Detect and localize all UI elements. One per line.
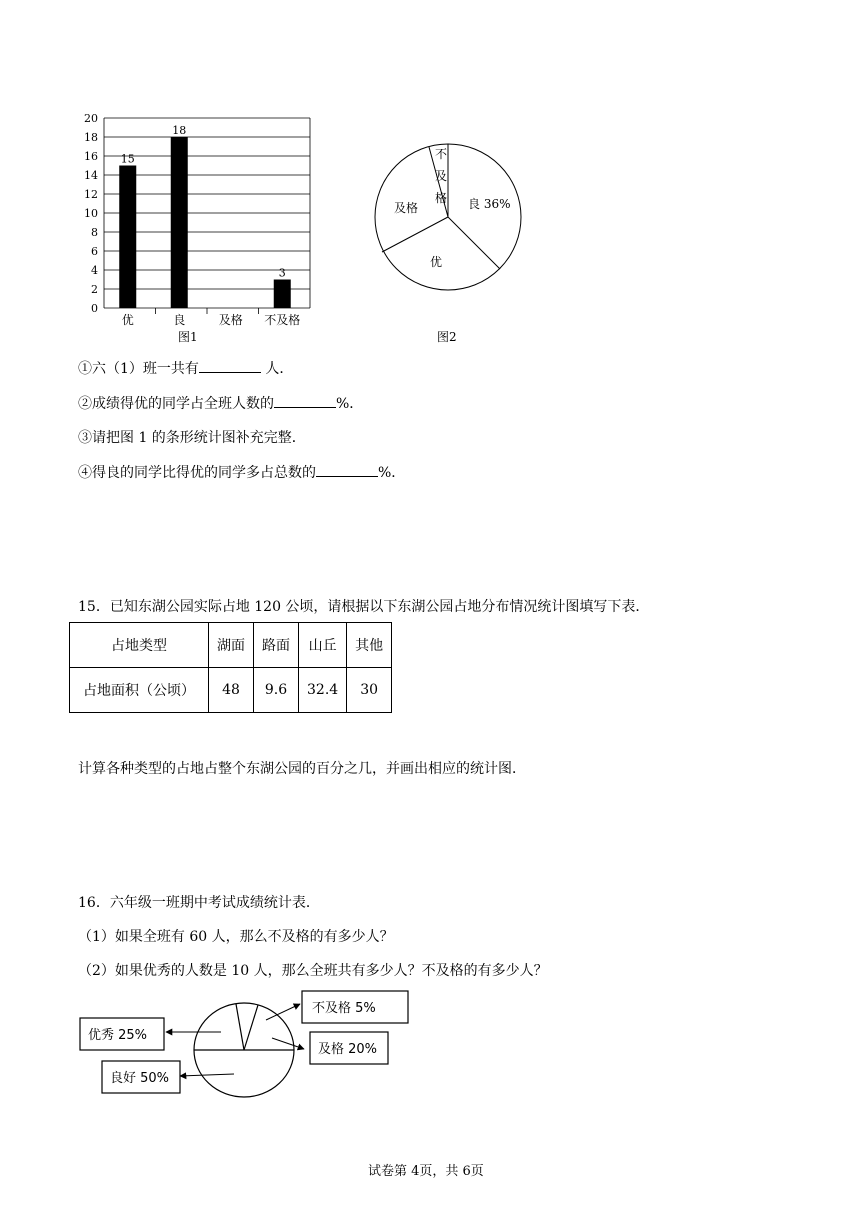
y-tick-label: 18 bbox=[84, 131, 98, 144]
bar-chart-y-ticks bbox=[84, 112, 98, 315]
label-fail: 不及格 5% bbox=[312, 1001, 376, 1016]
table-cell: 32.4 bbox=[299, 668, 347, 713]
bar-chart bbox=[70, 110, 330, 330]
page-footer: 试卷第 4页，共 6页 bbox=[368, 1164, 484, 1179]
table-cell: 湖面 bbox=[209, 623, 254, 668]
bar-data-label: 15 bbox=[120, 152, 135, 166]
question-15-intro: 15．已知东湖公园实际占地 120 公顷，请根据以下东湖公园占地分布情况统计图填写下表． bbox=[78, 599, 650, 615]
label-good: 良好 50% bbox=[110, 1071, 170, 1086]
bar-data-label: 18 bbox=[172, 124, 187, 137]
y-tick-label: 14 bbox=[84, 169, 98, 182]
bar-data-label: 3 bbox=[278, 266, 286, 280]
grade-pie-divider bbox=[236, 1004, 244, 1050]
grade-pie-diagram bbox=[76, 988, 416, 1098]
y-tick-label: 20 bbox=[84, 112, 98, 125]
question-suffix: %． bbox=[378, 465, 406, 481]
answer-blank[interactable] bbox=[199, 360, 261, 373]
y-tick-label: 6 bbox=[91, 245, 98, 258]
question-text: ③请把图 1 的条形统计图补充完整． bbox=[78, 430, 306, 446]
label-excellent: 优秀 25% bbox=[88, 1028, 148, 1043]
arrow-fail bbox=[266, 1004, 300, 1020]
land-area-table bbox=[69, 622, 392, 713]
question-15-task: 计算各种类型的占地占整个东湖公园的百分之几，并画出相应的统计图． bbox=[78, 761, 526, 777]
table-row bbox=[70, 668, 392, 713]
pie-label-excellent: 优 bbox=[430, 255, 443, 269]
arrow-pass bbox=[272, 1038, 304, 1049]
pie-divider bbox=[448, 217, 500, 269]
bar-chart-caption: 图1 bbox=[178, 330, 198, 344]
bar bbox=[119, 166, 136, 309]
answer-blank[interactable] bbox=[316, 464, 378, 477]
pie-chart-caption: 图2 bbox=[437, 330, 457, 344]
table-cell: 9.6 bbox=[254, 668, 299, 713]
x-tick-label: 及格 bbox=[218, 313, 243, 327]
pie-label-good: 良 36% bbox=[468, 197, 511, 211]
bar-chart-data-labels bbox=[121, 124, 286, 280]
bar-chart-bars bbox=[119, 137, 291, 308]
y-tick-label: 2 bbox=[91, 283, 98, 296]
table-cell: 其他 bbox=[347, 623, 392, 668]
y-tick-label: 8 bbox=[91, 226, 98, 239]
question-suffix: %． bbox=[336, 396, 364, 412]
pie-divider bbox=[382, 217, 448, 252]
grade-pie-divider bbox=[244, 1005, 258, 1050]
bar bbox=[171, 137, 188, 308]
x-tick-label: 优 bbox=[121, 313, 134, 327]
question-16-intro: 16．六年级一班期中考试成绩统计表． bbox=[78, 895, 320, 911]
label-pass: 及格 20% bbox=[318, 1042, 378, 1057]
table-cell: 48 bbox=[209, 668, 254, 713]
pie-label-fail-char: 及 bbox=[435, 169, 448, 183]
x-tick-label: 不及格 bbox=[264, 313, 301, 327]
question-16-1: （1）如果全班有 60 人，那么不及格的有多少人？ bbox=[78, 929, 394, 945]
y-tick-label: 0 bbox=[91, 302, 98, 315]
bar bbox=[274, 280, 291, 309]
question-14-2 bbox=[78, 393, 363, 413]
answer-blank[interactable] bbox=[274, 395, 336, 408]
question-text: ④得良的同学比得优的同学多占总数的 bbox=[78, 465, 316, 481]
y-tick-label: 10 bbox=[84, 207, 98, 220]
table-cell: 占地类型 bbox=[70, 623, 209, 668]
table-cell: 路面 bbox=[254, 623, 299, 668]
arrow-good bbox=[180, 1074, 234, 1076]
question-text: ①六（1）班一共有 bbox=[78, 361, 199, 377]
bar-chart-x-ticks bbox=[122, 308, 301, 327]
question-16-2: （2）如果优秀的人数是 10 人，那么全班共有多少人？不及格的有多少人？ bbox=[78, 963, 548, 979]
question-text: ②成绩得优的同学占全班人数的 bbox=[78, 396, 274, 412]
table-cell: 山丘 bbox=[299, 623, 347, 668]
y-tick-label: 4 bbox=[91, 264, 98, 277]
pie-label-pass: 及格 bbox=[394, 201, 419, 215]
question-14-1 bbox=[78, 358, 293, 378]
pie-chart bbox=[368, 142, 528, 292]
pie-label-fail-char: 格 bbox=[435, 191, 448, 205]
table-header-row bbox=[70, 623, 392, 668]
x-tick-label: 良 bbox=[173, 313, 186, 327]
table-cell: 占地面积（公顷） bbox=[70, 668, 209, 713]
pie-label-fail bbox=[435, 147, 447, 205]
y-tick-label: 16 bbox=[84, 150, 98, 163]
pie-label-fail-char: 不 bbox=[435, 147, 448, 161]
y-tick-label: 12 bbox=[84, 188, 98, 201]
question-14-3 bbox=[78, 427, 306, 447]
question-suffix: 人． bbox=[260, 361, 294, 377]
question-14-4 bbox=[78, 462, 405, 482]
table-cell: 30 bbox=[347, 668, 392, 713]
